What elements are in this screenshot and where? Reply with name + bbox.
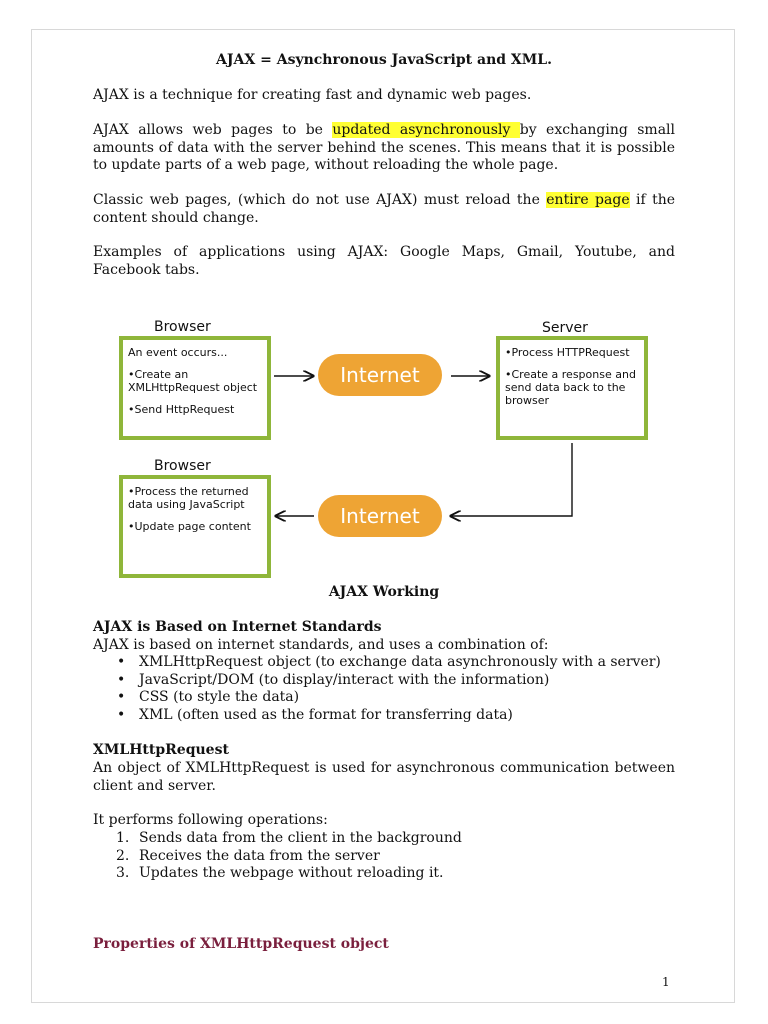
list-item <box>93 848 675 866</box>
section-standards-intro: AJAX is based on internet standards, and uses a combination of: <box>93 637 549 653</box>
list-text: Updates the webpage without reloading it. <box>139 865 444 881</box>
box3-line1: •Process the returned data using JavaScript <box>128 485 249 511</box>
section-standards-heading: AJAX is Based on Internet Standards <box>93 619 382 635</box>
section-xhr-heading: XMLHttpRequest <box>93 742 229 758</box>
box1-line2: •Create an XMLHttpRequest object <box>128 368 258 394</box>
highlight-updated-async: updated asynchronously <box>332 122 520 138</box>
list-item: • XML (often used as the format for transferring data) <box>93 707 675 725</box>
list-item <box>93 865 675 883</box>
box3-line2: •Update page content <box>128 520 251 533</box>
internet-pill-top: Internet <box>318 354 442 396</box>
box1-line3: •Send HttpRequest <box>128 403 235 416</box>
section-xhr-text: An object of XMLHttpRequest is used for asynchronous communication between client and server. <box>93 760 675 794</box>
diagram-caption: AJAX Working <box>328 584 440 600</box>
p2-before: AJAX allows web pages to be <box>93 122 333 138</box>
paragraph-intro: AJAX is a technique for creating fast and dynamic web pages. <box>93 87 532 103</box>
box2-line2: •Create a response and send data back to the browser <box>505 368 636 407</box>
doc-title: AJAX = Asynchronous JavaScript and XML. <box>216 52 552 68</box>
server-label: Server <box>542 320 588 336</box>
list-item: • JavaScript/DOM (to display/interact with the information) <box>93 672 675 690</box>
box2-line1: •Process HTTPRequest <box>505 346 630 359</box>
standards-list <box>93 654 675 724</box>
list-text: Receives the data from the server <box>139 847 380 864</box>
browser-label-bottom: Browser <box>154 458 211 474</box>
highlight-entire-page: entire page <box>546 192 630 208</box>
p3-after: if the content should change. <box>93 192 675 226</box>
list-number: 2. <box>116 847 130 864</box>
box1-line1: An event occurs... <box>128 346 228 359</box>
list-number: 3. <box>116 865 130 881</box>
operations-list <box>93 830 675 883</box>
browser-label-top: Browser <box>154 319 211 335</box>
p3-before: Classic web pages, (which do not use AJAX) must reload the <box>93 192 547 208</box>
paragraph-examples: Examples of applications using AJAX: Google Maps, Gmail, Youtube, and Facebook tabs. <box>93 244 675 278</box>
list-item: • CSS (to style the data) <box>93 689 675 707</box>
section-properties-heading: Properties of XMLHttpRequest object <box>93 936 389 952</box>
list-item: • XMLHttpRequest object (to exchange data asynchronously with a server) <box>93 654 675 672</box>
list-text: Sends data from the client in the background <box>139 830 462 846</box>
arrow-server-to-internet <box>451 443 572 516</box>
list-number: 1. <box>116 830 130 846</box>
internet-pill-bottom: Internet <box>318 495 442 537</box>
operations-intro: It performs following operations: <box>93 812 328 828</box>
page-number: 1 <box>662 975 670 989</box>
list-item <box>93 830 675 848</box>
p2-after: by exchanging small amounts of data with the server behind the scenes. This means that it is possible to update parts of a web page, without reloading the whole page. <box>93 122 676 173</box>
